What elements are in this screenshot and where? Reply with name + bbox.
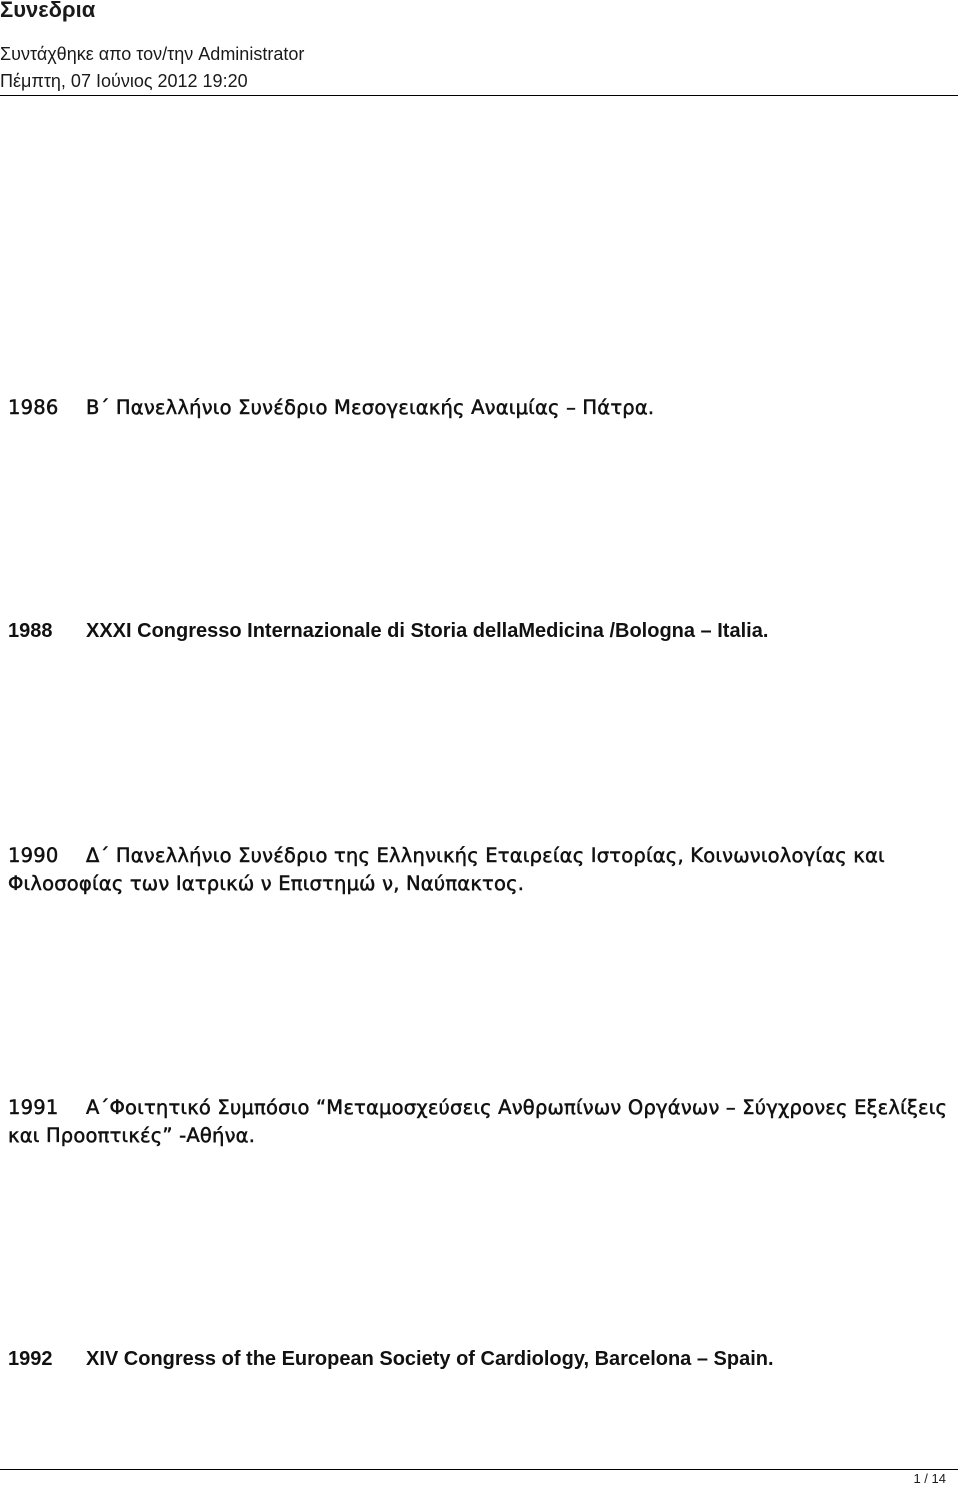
entry-text: Δ΄ Πανελλήνιο Συνέδριο της Ελληνικής Εταιρείας Ιστορίας, Κοινωνιολογίας και Φιλοσοφίας των Ιατρικώ ν Επιστημώ ν, Ναύπακτος. xyxy=(8,844,885,895)
page-indicator: 1 / 14 xyxy=(913,1471,946,1486)
entry-text: Β΄ Πανελλήνιο Συνέδριο Μεσογειακής Αναιμίας – Πάτρα. xyxy=(86,396,655,419)
page-title: Συνεδρια xyxy=(0,0,96,22)
conference-entry-1986 xyxy=(8,394,952,422)
entry-text: Α΄Φοιτητικό Συμπόσιο “Μεταμοσχεύσεις Ανθρωπίνων Οργάνων – Σύγχρονες Εξελίξεις και Προοπτικές” -Αθήνα. xyxy=(8,1096,948,1147)
entry-year: 1991 xyxy=(8,1096,59,1119)
conference-entry-1991 xyxy=(8,1094,952,1150)
footer-divider xyxy=(0,1469,958,1470)
author-line: Συντάχθηκε απο τον/την Administrator xyxy=(0,44,305,64)
date-line: Πέμπτη, 07 Ιούνιος 2012 19:20 xyxy=(0,71,248,91)
conference-entry-1990 xyxy=(8,842,952,898)
entry-year: 1992 xyxy=(8,1348,53,1370)
entry-year: 1986 xyxy=(8,396,59,419)
conference-entry-1988 xyxy=(8,617,952,645)
entry-text: XIV Congress of the European Society of Cardiology, Barcelona – Spain. xyxy=(86,1348,774,1370)
entry-text: XXXI Congresso Internazionale di Storia dellaMedicina /Bologna – Italia. xyxy=(86,620,769,642)
header-divider xyxy=(0,95,958,96)
entry-year: 1988 xyxy=(8,620,53,642)
entry-year: 1990 xyxy=(8,844,59,867)
conference-entry-1992 xyxy=(8,1345,952,1373)
